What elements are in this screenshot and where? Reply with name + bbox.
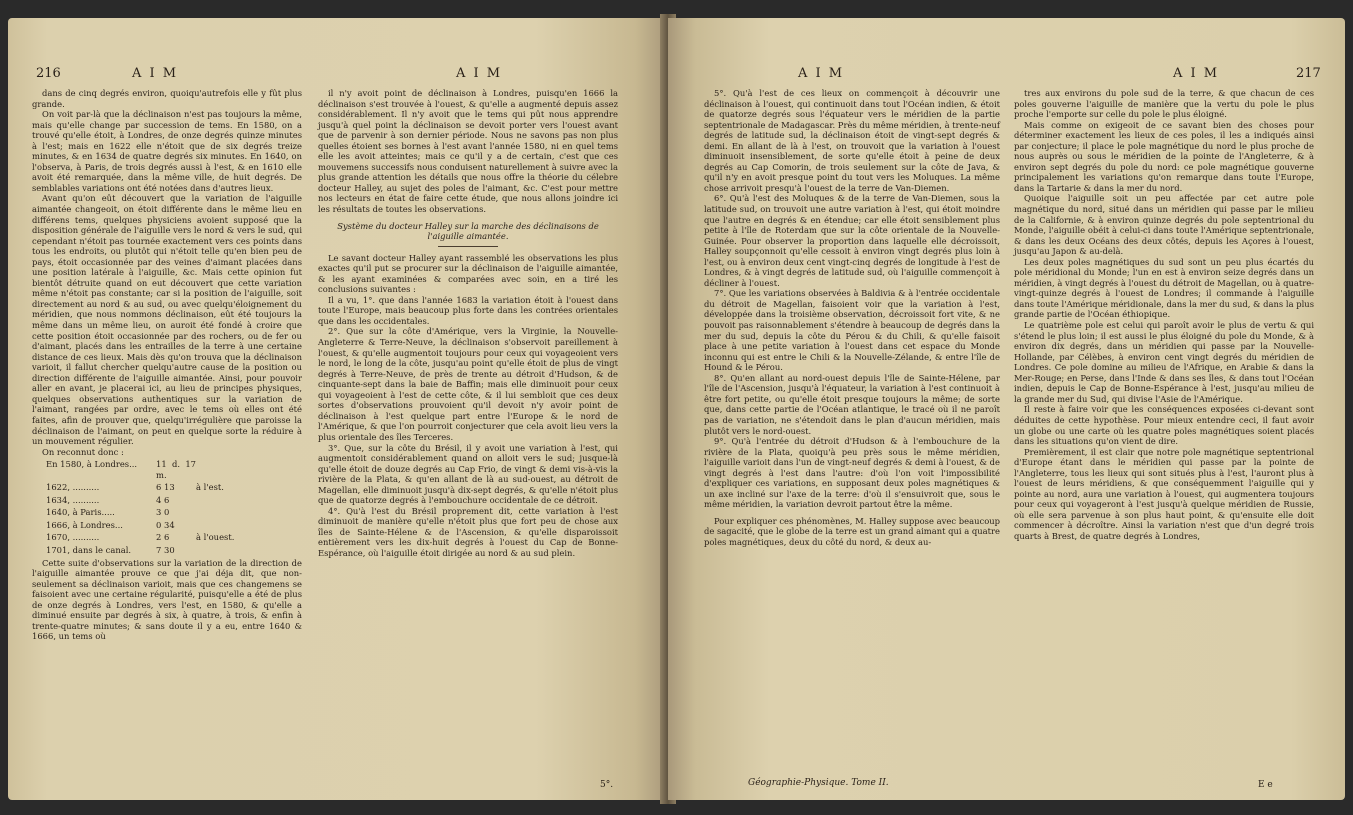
column-1 [704,88,1000,548]
page-number: 217 [1296,66,1321,81]
paragraph: 9°. Qu'à l'entrée du détroit d'Hudson & à l'embouchure de la rivière de la Plata, quoiqu'à peu près sous le même méridien, l'aiguille varioit dans l'un de vingt-neuf degrés & demi à l'ouest, & de vingt degrés à l'est dans l'autre: d'où l'on voit l'impossibilité d'expliquer ces variations, en supposant deux poles magnétiques & un axe incliné sur l'axe de la terre: d'où il s'ensuivroit que, sous le même méridien, la variation devroit partout être la même. [704,436,1000,510]
open-book [8,4,1345,810]
paragraph: Quoique l'aiguille soit un peu affectée par cet autre pole magnétique du nord, situé dans un méridien qui passe par le milieu de la Californie, & à environ quinze degrés du pole septentrional du Monde, l'aiguille obéit à celui-ci dans toute l'Amérique septentrionale, & dans les deux Océans des deux côtés, depuis les Açores à l'ouest, jusqu'au Japon & au-delà. [1014,193,1314,257]
paragraph: dans de cinq degrés environ, quoiqu'autrefois elle y fût plus grande. [32,88,302,109]
running-header: A I M [1173,66,1220,81]
paragraph: 2°. Que sur la côte d'Amérique, vers la Virginie, la Nouvelle-Angleterre & Terre-Neuve, la déclinaison s'observoit pareillement à l'ouest, & qu'elle augmentoit toujours pour ceux qui voyageoient vers le nord, le long de la côte, jusqu'au point qu'elle étoit de plus de vingt degrés à Terre-Neuve, de près de trente au détroit d'Hudson, & de cinquante-sept dans la baie de Baffin; mais elle diminuoit pour ceux qui voyageoient à l'est de cette côte, & il lui sembloit que ces deux sortes d'observations prouvoient qu'il devoit n'y avoir point de déclinaison à l'est quelque part entre l'Europe & le nord de l'Amérique, & que l'on pourroit conjecturer que cela avoit lieu vers la plus orientale des îles Terceres. [318,326,618,442]
paragraph: Il reste à faire voir que les conséquences exposées ci-devant sont déduites de cette hypothèse. Pour mieux entendre ceci, il faut avoir un globe ou une carte où les quatre poles magnétiques soient placés dans les situations qu'on vient de dire. [1014,404,1314,447]
table-row: 1640, à Paris..... 3 0 [46,507,170,518]
paragraph: Cette suite d'observations sur la variation de la direction de l'aiguille aimantée prouve ce que j'ai déja dit, que non-seulement sa déclinaison varioit, mais que ces changemens se faisoient avec une certaine régularité, puisqu'elle a été de plus de onze degrés à Londres, vers l'est, en 1580, & qu'elle a diminué ensuite par degrés à six, à quatre, à trois, & enfin à trente-quatre minutes; & sans doute il y a eu, entre 1640 & 1666, un tems où [32,557,302,642]
paragraph: 7°. Que les variations observées à Baldivia & à l'entrée occidentale du détroit de Magellan, faisoient voir que la variation à l'est, développée dans la troisième observation, décroissoit fort vite, & ne pouvoit pas raisonnablement s'étendre à beaucoup de degrés dans la mer du sud, depuis la côte du Pérou & du Chili, & qu'elle faisoit place à une petite variation à l'ouest dans cet espace du Monde inconnu qui est entre le Chili & la Nouvelle-Zélande, & entre l'île de Hound & le Pérou. [704,288,1000,373]
paragraph: Il a vu, 1°. que dans l'année 1683 la variation étoit à l'ouest dans toute l'Europe, mais beaucoup plus forte dans les contrées orientales que dans les occidentales. [318,294,618,326]
column-1 [32,88,302,642]
paragraph: Premièrement, il est clair que notre pole magnétique septentrional d'Europe étant dans le méridien qui passe par la pointe de l'Angleterre, tous les lieux qui sont situés plus à l'est, l'auront plus à l'ouest de leurs méridiens, & que conséquemment l'aiguille qui y pointe au nord, aura une variation à l'ouest, qui augmentera toujours pour ceux qui voyageront à l'est jusqu'à quelque méridien de Russie, où elle sera parvenue à son plus haut point, & qu'ensuite elle doit commencer à décroître. Ainsi la variation n'est que d'un degré trois quarts à Brest, de quatre degrés à Londres, [1014,446,1314,541]
table-row: 1622, .......... 6 13 à l'est. [46,482,224,493]
paragraph: 3°. Que, sur la côte du Brésil, il y avoit une variation à l'est, qui augmentoit considérablement quand on alloit vers le sud; jusque-là qu'elle étoit de douze degrés au Cap Frio, de vingt & demi vis-à-vis la rivière de la Plata, & qu'en allant de là au sud-ouest, au détroit de Magellan, elle diminuoit jusqu'à dix-sept degrés, & qu'elle n'étoit plus que de quatorze degrés à l'embouchure occidentale de ce détroit. [318,442,618,506]
right-page [668,18,1345,800]
running-header: A I M [456,66,503,81]
table-row: 1634, .......... 4 6 [46,494,170,505]
footer: Géographie-Physique. Tome II. [748,778,889,788]
column-2 [318,88,618,559]
table-row: 1701, dans le canal. 7 30 [46,544,175,555]
observation-table [32,459,302,555]
paragraph: On voit par-là que la déclinaison n'est pas toujours la même, mais qu'elle change par succession de tems. En 1580, on a trouvé qu'elle étoit, à Londres, de onze degrés quinze minutes à l'est; mais en 1622 elle n'étoit que de six degrés treize minutes, & en 1634 de quatre degrés six minutes. En 1640, on l'observa, à Paris, de trois degrés aussi à l'est, & en 1610 elle avoit été remarquée, dans la même ville, de huit degrés. De semblables variations ont été notées dans d'autres lieux. [32,109,302,193]
column-2 [1014,88,1314,542]
paragraph: 8°. Qu'en allant au nord-ouest depuis l'île de Sainte-Hélene, par l'île de l'Ascension, jusqu'à l'équateur, la variation à l'est continuoit à être fort petite, ou qu'elle étoit presque toujours la même; de sorte que, dans cette partie de l'Océan atlantique, le tracé où il ne paroît pas de variation, ne s'étendoit dans le plan d'aucun méridien, mais plutôt vers le nord-ouest. [704,372,1000,436]
paragraph: Mais comme on exigeoit de ce savant bien des choses pour déterminer exactement les lieux de ces poles, il les a indiqués ainsi par conjecture; il place le pole magnétique du nord le plus proche de nous auprès ou sous le méridien de la pointe de l'Angleterre, & à environ sept degrés du pole du nord: ce pole magnétique gouverne principalement les variations qu'on remarque dans toute l'Europe, dans la Tartarie & dans la mer du nord. [1014,119,1314,193]
paragraph: 4°. Qu'à l'est du Brésil proprement dit, cette variation à l'est diminuoit de manière qu'elle n'étoit plus que fort peu de chose aux îles de Sainte-Hélene & de l'Ascension, & qu'elle disparoissoit entièrement vers les dix-huit degrés à l'ouest du Cap de Bonne-Espérance, où l'aiguille étoit dirigée au nord & au sud plein. [318,505,618,558]
paragraph: Avant qu'on eût découvert que la variation de l'aiguille aimantée changeoit, on étoit différente dans le même lieu en différens tems, quelques physiciens avoient supposé que la disposition générale de l'aiguille vers le nord & vers le sud, qui cependant n'étoit pas tournée exactement vers ces points dans tous les endroits, ou plutôt qui n'étoit telle qu'en bien peu de pays, étoit occasionnée par des veines d'aimant placées dans une position latérale à l'aiguille, &c. Mais cette opinion fut bientôt détruite quand on eut découvert que cette variation même n'étoit pas constante; car si la position de l'aiguille, soit directement au nord & au sud, ou avec quelqu'éloignement du méridien, que nous nommons déclinaison, eût été toujours la même dans un même lieu, on auroit été fondé à croire que cette position étoit occasionnée par des rochers, ou de fer ou d'aimant, placés dans les entrailles de la terre à une certaine distance de ces lieux. Mais dès qu'on trouva que la déclinaison varioit, il fallut chercher quelqu'autre cause de la position ou direction différente de l'aiguille aimantée. Ainsi, pour pouvoir aller en avant, je placerai ici, au lieu de principes physiques, quelques observations authentiques sur la variation de l'aimant, rangées par ordre, avec le tems où elles ont été faites, afin de prouver que, quelqu'irrégulière que paroisse la déclinaison de l'aimant, on peut en quelque sorte la réduire à un mouvement régulier. [32,193,302,447]
left-page [8,18,668,800]
paragraph: Les deux poles magnétiques du sud sont un peu plus écartés du pole méridional du Monde; l'un en est à environ seize degrés dans un méridien, à vingt degrés à l'ouest du détroit de Magellan, ou à quatre-vingt-quinze degrés à l'ouest de Londres; il commande à l'aiguille dans toute l'Amérique méridionale, dans la mer du sud, & dans la plus grande partie de l'Océan éthiopique. [1014,256,1314,320]
running-header: A I M [132,66,179,81]
paragraph: tres aux environs du pole sud de la terre, & que chacun de ces poles gouverne l'aiguille de manière que la vertu du pole le plus proche l'emporte sur celle du pole le plus éloigné. [1014,88,1314,120]
paragraph: Pour expliquer ces phénomènes, M. Halley suppose avec beaucoup de sagacité, que le globe de la terre est un grand aimant qui a quatre poles magnétiques, deux du côté du nord, & deux au- [704,515,1000,547]
signature-mark: E e [1258,780,1273,790]
table-row: 1670, .......... 2 6 à l'ouest. [46,532,235,543]
running-header: A I M [798,66,845,81]
paragraph: Le quatrième pole est celui qui paroît avoir le plus de vertu & qui s'étend le plus loin; il est aussi le plus éloigné du pole du Monde, & à environ dix degrés, dans un méridien qui passe par la Nouvelle-Hollande, par Célèbes, à environ cent vingt degrés du méridien de Londres. Ce pole domine au milieu de l'Afrique, en Arabie & dans la Mer-Rouge; en Perse, dans l'Inde & dans ses îles, & dans tout l'Océan indien, depuis le Cap de Bonne-Espérance à l'est, jusqu'au milieu de la grande mer du Sud, qui divise l'Asie de l'Amérique. [1014,320,1314,404]
divider [438,246,498,247]
paragraph: 6°. Qu'à l'est des Moluques & de la terre de Van-Diemen, sous la latitude sud, on trouvoit une autre variation à l'est, qui étoit moindre que l'autre en degrés & en étendue; car elle étoit sensiblement plus petite à l'île de Roterdam que sur la côte orientale de la Nouvelle-Guinée. Pour observer la proportion dans laquelle elle décroissoit, Halley soupçonnoit qu'elle cessoit à environ vingt degrés plus loin à l'est, ou à environ deux cent vingt-cinq degrés de longitude à l'est de Londres, & à vingt degrés de latitude sud, où l'aiguille commençoit à décliner à l'ouest. [704,193,1000,288]
paragraph: 5°. Qu'à l'est de ces lieux on commençoit à découvrir une déclinaison à l'ouest, qui continuoit dans tout l'Océan indien, & étoit de quatorze degrés sous l'équateur vers le méridien de la partie septentrionale de Madagascar. Près du même méridien, à trente-neuf degrés de latitude sud, la déclinaison étoit de vingt-sept degrés & demi. En allant de là à l'est, on trouvoit que la variation à l'ouest diminuoit insensiblement, de sorte qu'elle étoit à peine de deux degrés au Cap Comorin, de trois seulement sur la côte de Java, & qu'il n'y en avoit presque point du tout vers les Moluques. La même chose arrivoit presqu'à l'ouest de la terre de Van-Diemen. [704,88,1000,193]
paragraph: Le savant docteur Halley ayant rassemblé les observations les plus exactes qu'il put se procurer sur la déclinaison de l'aiguille aimantée, & les ayant examinées & comparées avec soin, en a tiré les conclusions suivantes : [318,252,618,295]
section-title: Système du docteur Halley sur la marche des déclinaisons de l'aiguille aimantée. [337,220,599,242]
paragraph: On reconnut donc : [42,446,124,457]
paragraph: il n'y avoit point de déclinaison à Londres, puisqu'en 1666 la déclinaison s'est trouvée à l'ouest, & qu'elle a augmenté depuis assez considérablement. Il n'y avoit que le tems qui pût nous apprendre jusqu'à quel point la déclinaison se devoit porter vers l'ouest avant que de parvenir à son dernier période. Nous ne savons pas non plus quelles étoient ses bornes à l'est avant l'année 1580, ni en quel tems elle les avoit atteintes; mais ce qu'il y a de certain, c'est que ces mouvemens successifs nous conduisent naturellement à suivre avec la plus grande attention les détails que nous offre la théorie du célebre docteur Halley, au sujet des poles de l'aimant, &c. C'est pour mettre nos lecteurs en état de faire cette étude, que nous allons joindre ici les résultats de toutes les observations. [318,88,618,215]
table-row: 1666, à Londres... 0 34 [46,519,175,530]
page-number: 216 [36,66,61,81]
catchword: 5°. [600,780,614,790]
table-row: En 1580, à Londres... 11 d. 17 m. [46,459,196,480]
